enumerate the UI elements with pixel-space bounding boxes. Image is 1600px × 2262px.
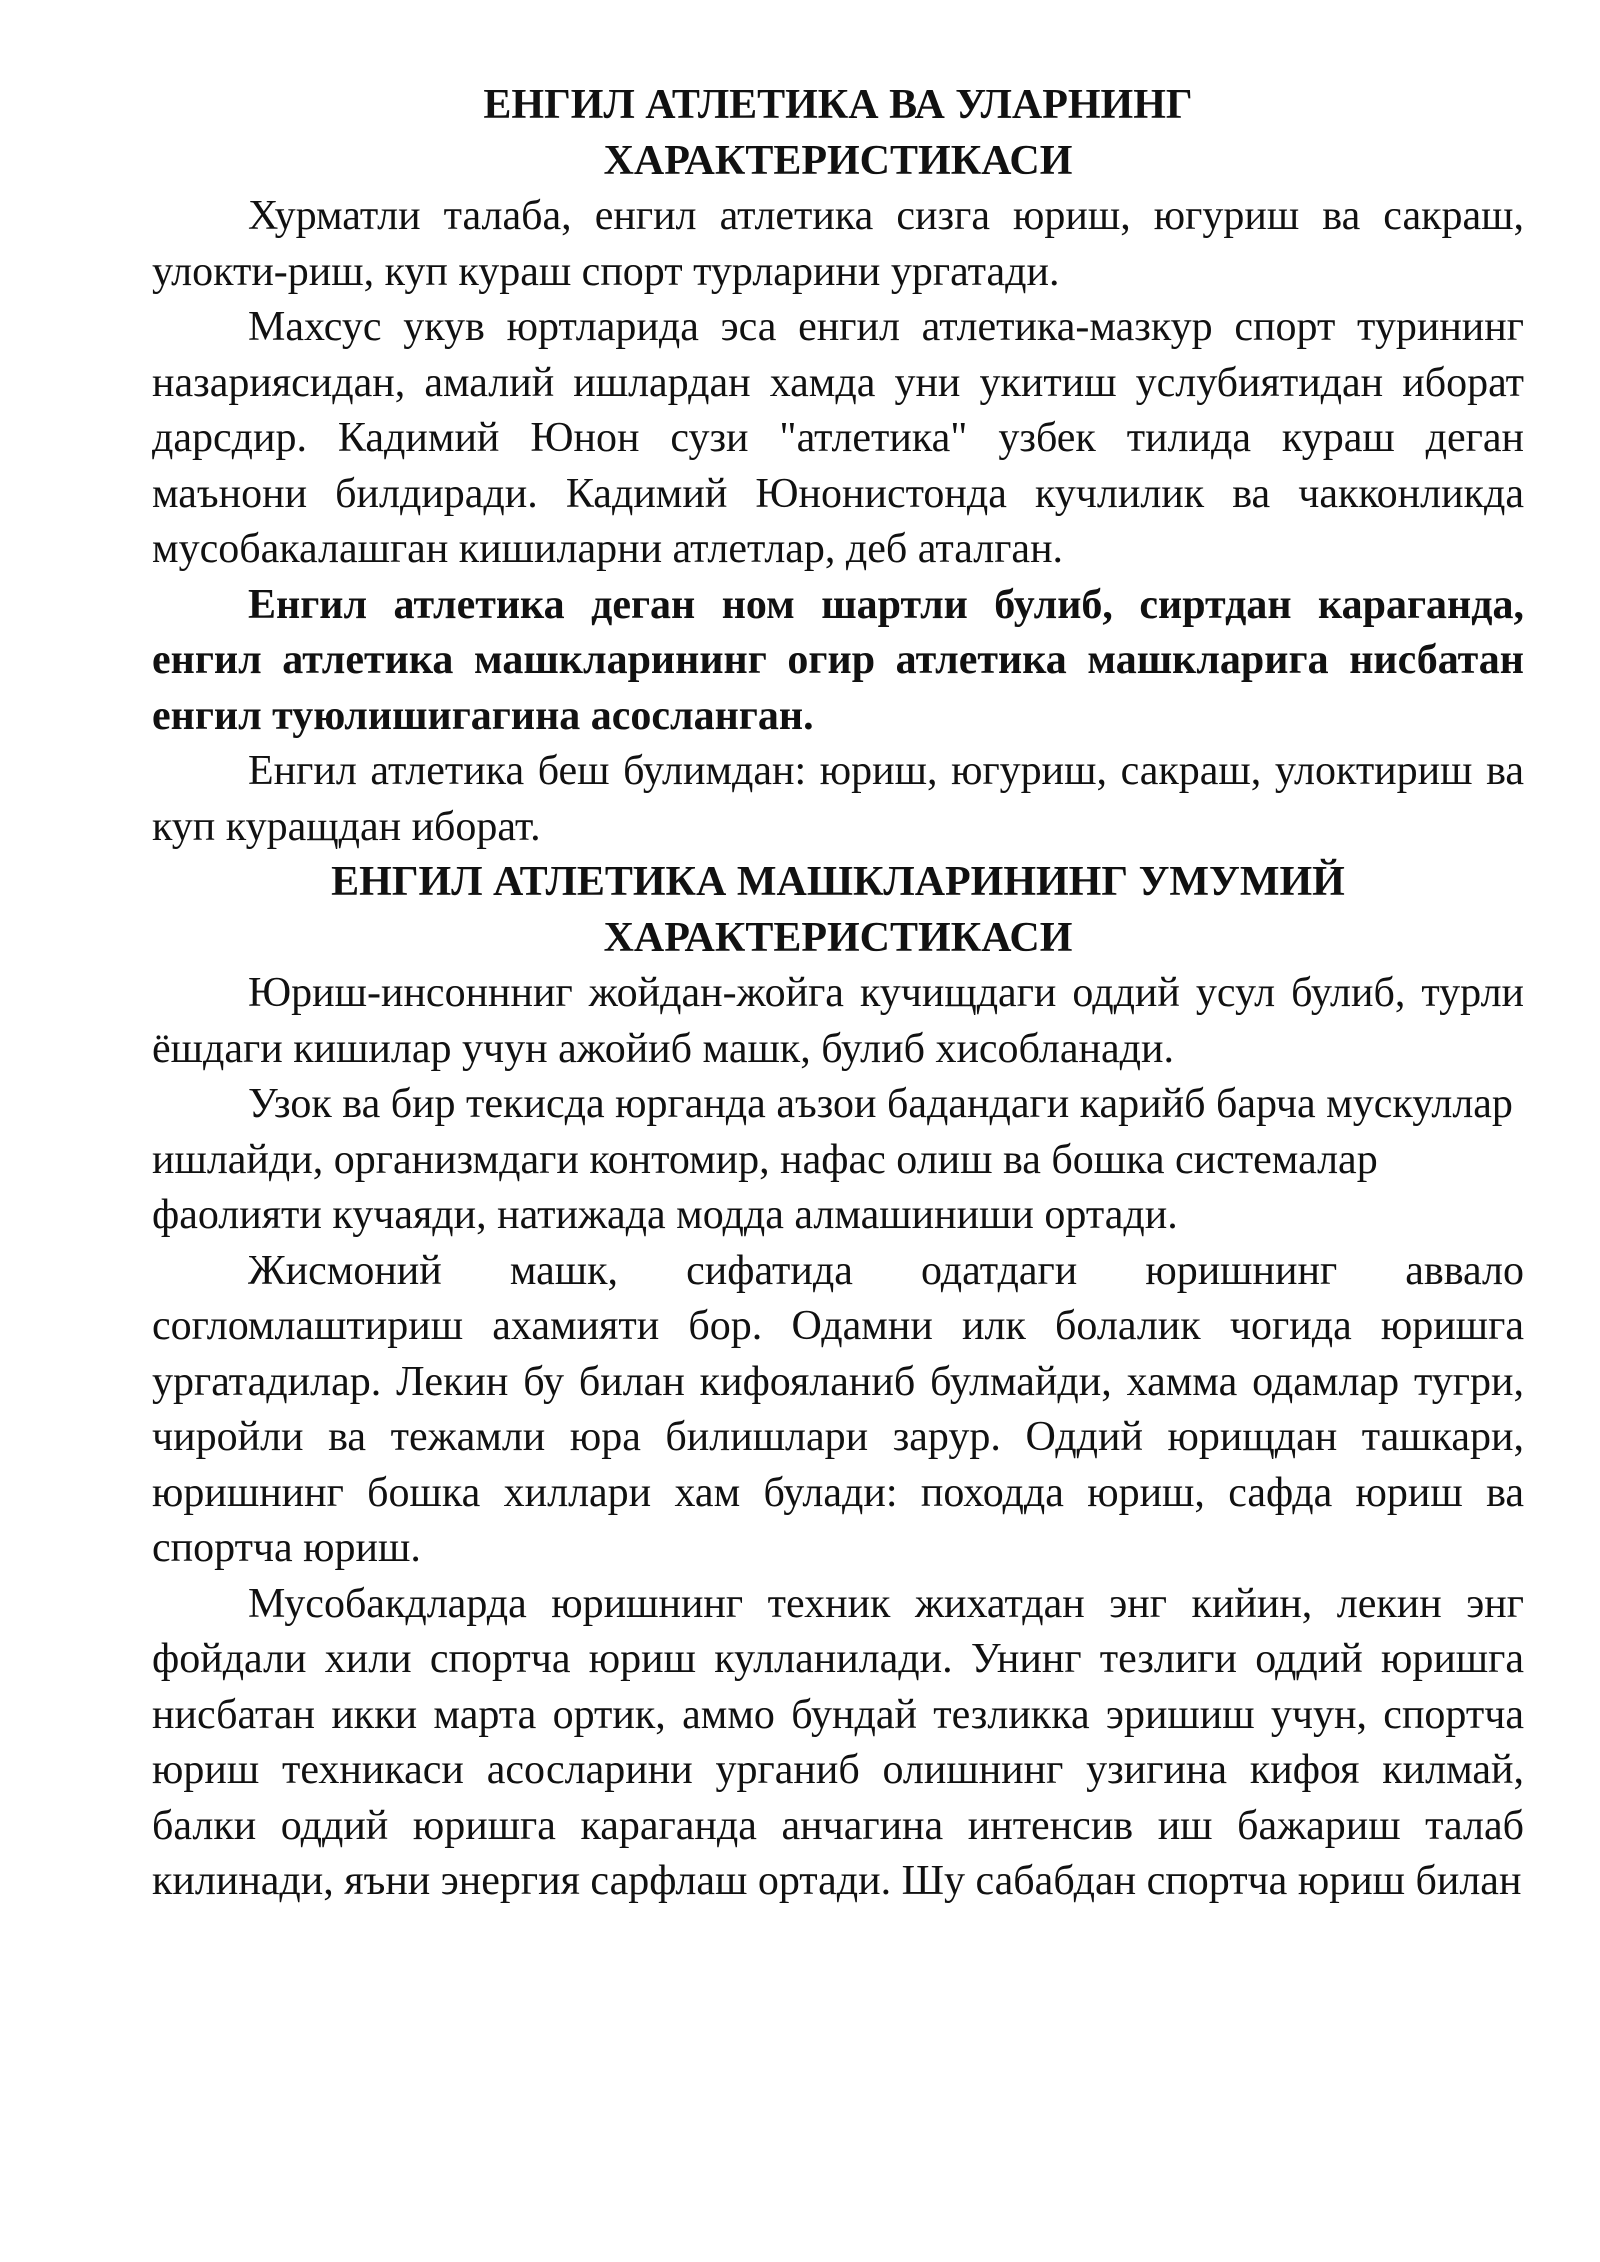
heading-line: ЕНГИЛ АТЛЕТИКА ВА УЛАРНИНГ: [483, 82, 1193, 128]
paragraph: Юриш-инсоннниг жойдан-жойга кучищдаги оддий усул булиб, турли ёшдаги кишилар учун ажойиб машк, булиб хисобланади.: [152, 970, 1524, 1072]
paragraph: Хурматли талаба, енгил атлетика сизга юриш, югуриш ва сакраш, улокти-риш, куп кураш спорт турларини ургатади.: [152, 193, 1524, 295]
paragraph: Енгил атлетика беш булимдан: юриш, югуриш, сакраш, улоктириш ва куп куращдан иборат.: [152, 748, 1524, 850]
heading-line: ЕНГИЛ АТЛЕТИКА МАШКЛАРИНИНГ УМУМИЙ: [331, 859, 1345, 905]
document-page: [152, 78, 1524, 1910]
heading-line: ХАРАКТЕРИСТИКАСИ: [603, 137, 1073, 184]
bold-paragraph: Енгил атлетика деган ном шартли булиб, сиртдан караганда, енгил атлетика машкларининг огир атлетика машкларига нисбатан енгил туюлишигагина асосланган.: [152, 581, 1524, 739]
section-heading-athletics: [152, 78, 1524, 189]
paragraph: Мусобакдларда юришнинг техник жихатдан энг кийин, лекин энг фойдали хили спортча юриш кулланилади. Унинг тезлиги оддий юришга нисбатан икки марта ортик, аммо бундай тезликка эришиш учун, спортча юриш техникаси асосларини урганиб олишнинг узигина кифоя килмай, балки оддий юришга караганда анчагина интенсив иш бажариш талаб килинади, яъни энергия сарфлаш ортади. Шу сабабдан спортча юриш билан: [152, 1580, 1524, 1904]
paragraph: Махсус укув юртларида эса енгил атлетика-мазкур спорт турининг назариясидан, амалий ишлардан хамда уни укитиш услубиятидан иборат дарсдир. Кадимий Юнон сузи "атлетика" узбек тилида кураш деган маънони билдиради. Кадимий Юнонистонда кучлилик ва чакконликда мусобакалашган кишиларни атлетлар, деб аталган.: [152, 304, 1524, 572]
section-heading-exercises: [152, 855, 1524, 966]
paragraph: Жисмоний машк, сифатида одатдаги юришнинг аввало согломлаштириш ахамияти бор. Одамни илк болалик чогида юришга ургатадилар. Лекин бу билан кифояланиб булмайди, хамма одамлар тугри, чиройли ва тежамли юра билишлари зарур. Оддий юрищдан ташкари, юришнинг бошка хиллари хам булади: походда юриш, сафда юриш ва спортча юриш.: [152, 1247, 1524, 1571]
paragraph: Узок ва бир текисда юрганда аъзои бадандаги карийб барча мускуллар ишлайди, организмдаги контомир, нафас олиш ва бошка системалар фаолияти кучаяди, натижада модда алмашиниши ортади.: [152, 1081, 1513, 1238]
heading-line: ХАРАКТЕРИСТИКАСИ: [603, 914, 1073, 961]
